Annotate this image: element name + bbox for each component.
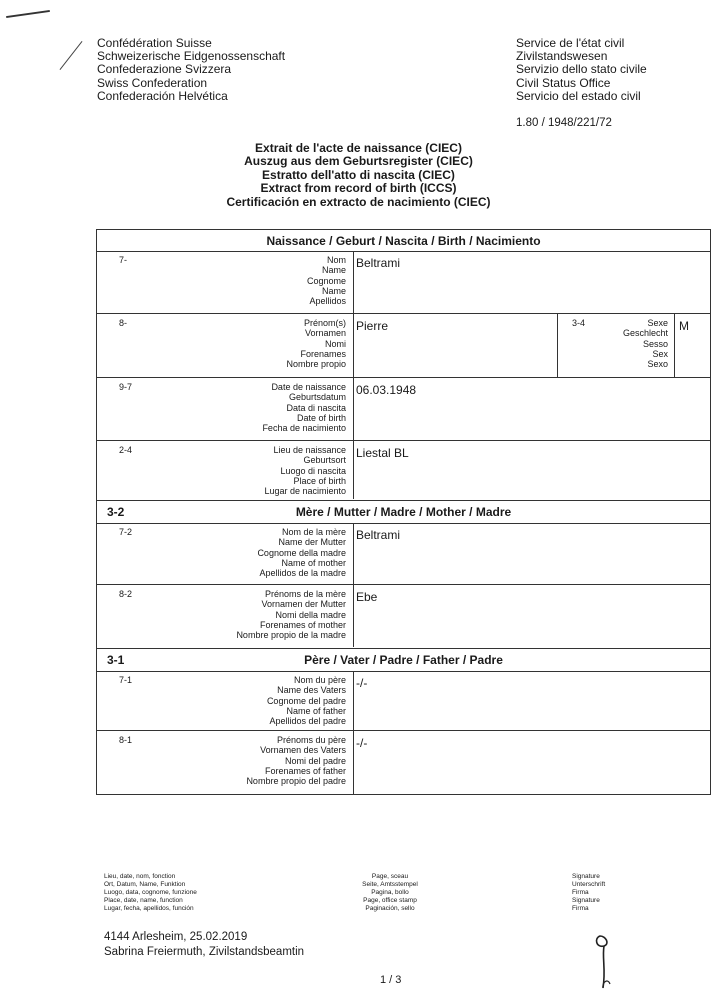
- footer-label: Signature: [572, 897, 600, 905]
- field-label: Apellidos del padre: [269, 716, 346, 727]
- field-label: Apellidos de la madre: [259, 568, 346, 579]
- header-left-line: Schweizerische Eidgenossenschaft: [97, 49, 286, 64]
- record-table: [96, 229, 711, 795]
- section-number: 3-1: [107, 653, 125, 667]
- sex-field-number: 3-4: [572, 318, 586, 328]
- divider: [353, 731, 354, 794]
- field-value: 06.03.1948: [356, 383, 417, 397]
- field-label: Date de naissance: [271, 382, 346, 392]
- section-heading: Naissance / Geburt / Nascita / Birth / Nacimiento: [266, 234, 541, 248]
- field-label: Data di nascita: [286, 402, 346, 413]
- field-label: Prénoms de la mère: [264, 589, 346, 599]
- field-value: Beltrami: [356, 256, 401, 270]
- header-left-line: Confederación Helvética: [97, 88, 228, 103]
- footer-label: Page, sceau: [371, 873, 409, 880]
- field-label: Name der Mutter: [278, 537, 346, 548]
- field-label: Lugar de nacimiento: [264, 486, 346, 497]
- field-label: Nom: [326, 255, 346, 265]
- row-father-surname: [97, 671, 710, 731]
- field-label: Nom du père: [293, 675, 346, 685]
- field-label: Lieu de naissance: [273, 445, 346, 455]
- pen-mark: [6, 10, 50, 18]
- field-label: Nombre propio del padre: [246, 776, 346, 787]
- field-label: Nombre propio: [286, 359, 346, 370]
- header-right-line: Servizio dello stato civile: [516, 62, 647, 77]
- field-label: Place of birth: [293, 475, 346, 486]
- section-heading: Mère / Mutter / Madre / Mother / Madre: [295, 505, 512, 519]
- sex-value: M: [679, 319, 689, 333]
- header-right-line: Servicio del estado civil: [516, 88, 641, 103]
- divider: [353, 523, 354, 584]
- title-line: Extract from record of birth (ICCS): [260, 181, 457, 196]
- field-label: Forenames of father: [264, 765, 346, 776]
- field-label: Nom de la mère: [281, 527, 346, 537]
- field-labels: [153, 382, 346, 433]
- footer-label: Luogo, data, cognome, funzione: [104, 889, 197, 897]
- field-number: 7-2: [119, 527, 133, 537]
- pen-slash-mark: [60, 41, 83, 70]
- footer-labels-place: [104, 873, 197, 913]
- section-father: [97, 648, 710, 672]
- field-label: Name: [321, 285, 346, 296]
- footer-label: Unterschrift: [572, 881, 606, 889]
- field-label: Date of birth: [296, 412, 346, 423]
- header-right: [516, 37, 647, 103]
- field-label: Vornamen des Vaters: [260, 745, 346, 756]
- field-label: Fecha de nacimiento: [262, 423, 346, 434]
- section-number: 3-2: [107, 505, 125, 519]
- field-label: Sex: [652, 348, 668, 359]
- row-mother-surname: [97, 523, 710, 585]
- divider: [353, 251, 354, 313]
- field-label: Name of father: [286, 705, 346, 716]
- footer-label: Pagina, bollo: [371, 889, 409, 897]
- field-label: Nomi della madre: [275, 609, 346, 620]
- field-label: Nombre propio de la madre: [236, 630, 346, 641]
- field-number: 2-4: [119, 445, 133, 455]
- field-label: Luogo di nascita: [280, 465, 346, 476]
- title-line: Certificación en extracto de nacimiento (CIEC): [226, 194, 491, 209]
- title-line: Extrait de l'acte de naissance (CIEC): [255, 141, 462, 155]
- divider: [353, 671, 354, 730]
- field-label: Cognome: [306, 275, 346, 286]
- header-left-line: Confederazione Svizzera: [97, 62, 232, 77]
- field-number: 8-2: [119, 589, 133, 599]
- field-labels: [153, 318, 346, 369]
- field-number: 7-: [119, 255, 128, 265]
- field-label: Cognome della madre: [257, 547, 346, 558]
- header-left: [97, 37, 285, 103]
- row-forenames: [97, 314, 710, 378]
- field-label: Apellidos: [309, 296, 346, 307]
- field-value: -/-: [356, 676, 368, 690]
- field-number: 7-1: [119, 675, 133, 685]
- footer-labels-signature: [572, 873, 605, 913]
- footer-label: Ort, Datum, Name, Funktion: [104, 881, 186, 889]
- divider: [353, 585, 354, 647]
- sex-labels: [597, 318, 668, 369]
- field-label: Name: [321, 265, 346, 276]
- footer-label: Lugar, fecha, apellidos, función: [104, 905, 194, 913]
- field-label: Forenames: [300, 348, 346, 359]
- divider: [353, 314, 354, 377]
- field-number: 8-: [119, 318, 128, 328]
- field-label: Nomi del padre: [284, 755, 346, 766]
- handwritten-signature: [588, 930, 622, 992]
- field-number: 9-7: [119, 382, 133, 392]
- field-labels: [153, 735, 346, 786]
- footer-label: Lieu, date, nom, fonction: [104, 873, 176, 880]
- place-date: 4144 Arlesheim, 25.02.2019: [104, 931, 248, 943]
- official-name: Sabrina Freiermuth, Zivilstandsbeamtin: [104, 946, 305, 958]
- field-label: Forenames of mother: [259, 619, 346, 630]
- footer-label: Firma: [572, 889, 589, 897]
- field-labels: [153, 675, 346, 726]
- field-number: 8-1: [119, 735, 133, 745]
- field-label: Prénoms du père: [276, 735, 346, 745]
- field-value: Liestal BL: [356, 446, 409, 460]
- field-labels: [153, 255, 346, 306]
- field-value: Beltrami: [356, 528, 401, 542]
- field-label: Geburtsdatum: [288, 392, 346, 403]
- title-line: Auszug aus dem Geburtsregister (CIEC): [244, 154, 473, 169]
- row-place-of-birth: [97, 441, 710, 499]
- field-value: Ebe: [356, 590, 378, 604]
- reference-number: 1.80 / 1948/221/72: [516, 117, 612, 129]
- title-line: Estratto dell'atto di nascita (CIEC): [262, 167, 455, 182]
- footer-label: Seite, Amtsstempel: [362, 881, 418, 889]
- field-labels: [153, 445, 346, 496]
- field-label: Sexe: [647, 318, 668, 328]
- footer-label: Page, office stamp: [363, 897, 417, 905]
- footer-label: Paginación, sello: [365, 905, 415, 913]
- divider: [674, 314, 675, 377]
- field-label: Cognome del padre: [266, 695, 346, 706]
- footer-labels-stamp: [340, 873, 440, 913]
- document-titles: [0, 142, 717, 209]
- section-birth: [97, 230, 710, 252]
- field-labels: [153, 589, 346, 640]
- field-value: -/-: [356, 736, 368, 750]
- header-right-line: Service de l'état civil: [516, 36, 625, 50]
- field-label: Sexo: [647, 359, 668, 370]
- section-mother: [97, 500, 710, 524]
- field-label: Geburtsort: [303, 455, 346, 466]
- header-left-line: Confédération Suisse: [97, 36, 212, 50]
- field-labels: [153, 527, 346, 578]
- issuer-block: [104, 930, 304, 960]
- row-surname: [97, 251, 710, 314]
- footer-label: Place, date, name, function: [104, 897, 183, 905]
- page-number: 1 / 3: [380, 974, 402, 986]
- divider: [557, 314, 558, 377]
- footer-label: Firma: [572, 905, 589, 913]
- row-date-of-birth: [97, 378, 710, 441]
- header-left-line: Swiss Confederation: [97, 75, 208, 90]
- divider: [353, 378, 354, 440]
- header-right-line: Zivilstandswesen: [516, 49, 608, 64]
- field-label: Sesso: [642, 338, 668, 349]
- field-label: Name of mother: [281, 557, 346, 568]
- field-label: Nomi: [324, 338, 346, 349]
- section-heading: Père / Vater / Padre / Father / Padre: [304, 653, 503, 667]
- field-label: Prénom(s): [303, 318, 346, 328]
- field-label: Geschlecht: [622, 328, 668, 339]
- row-father-forenames: [97, 731, 710, 794]
- field-label: Vornamen der Mutter: [261, 599, 346, 610]
- field-value: Pierre: [356, 319, 389, 333]
- header-right-line: Civil Status Office: [516, 75, 611, 90]
- divider: [353, 441, 354, 499]
- row-mother-forenames: [97, 585, 710, 647]
- field-label: Name des Vaters: [277, 685, 346, 696]
- footer-label: Signature: [572, 873, 600, 880]
- field-label: Vornamen: [304, 328, 346, 339]
